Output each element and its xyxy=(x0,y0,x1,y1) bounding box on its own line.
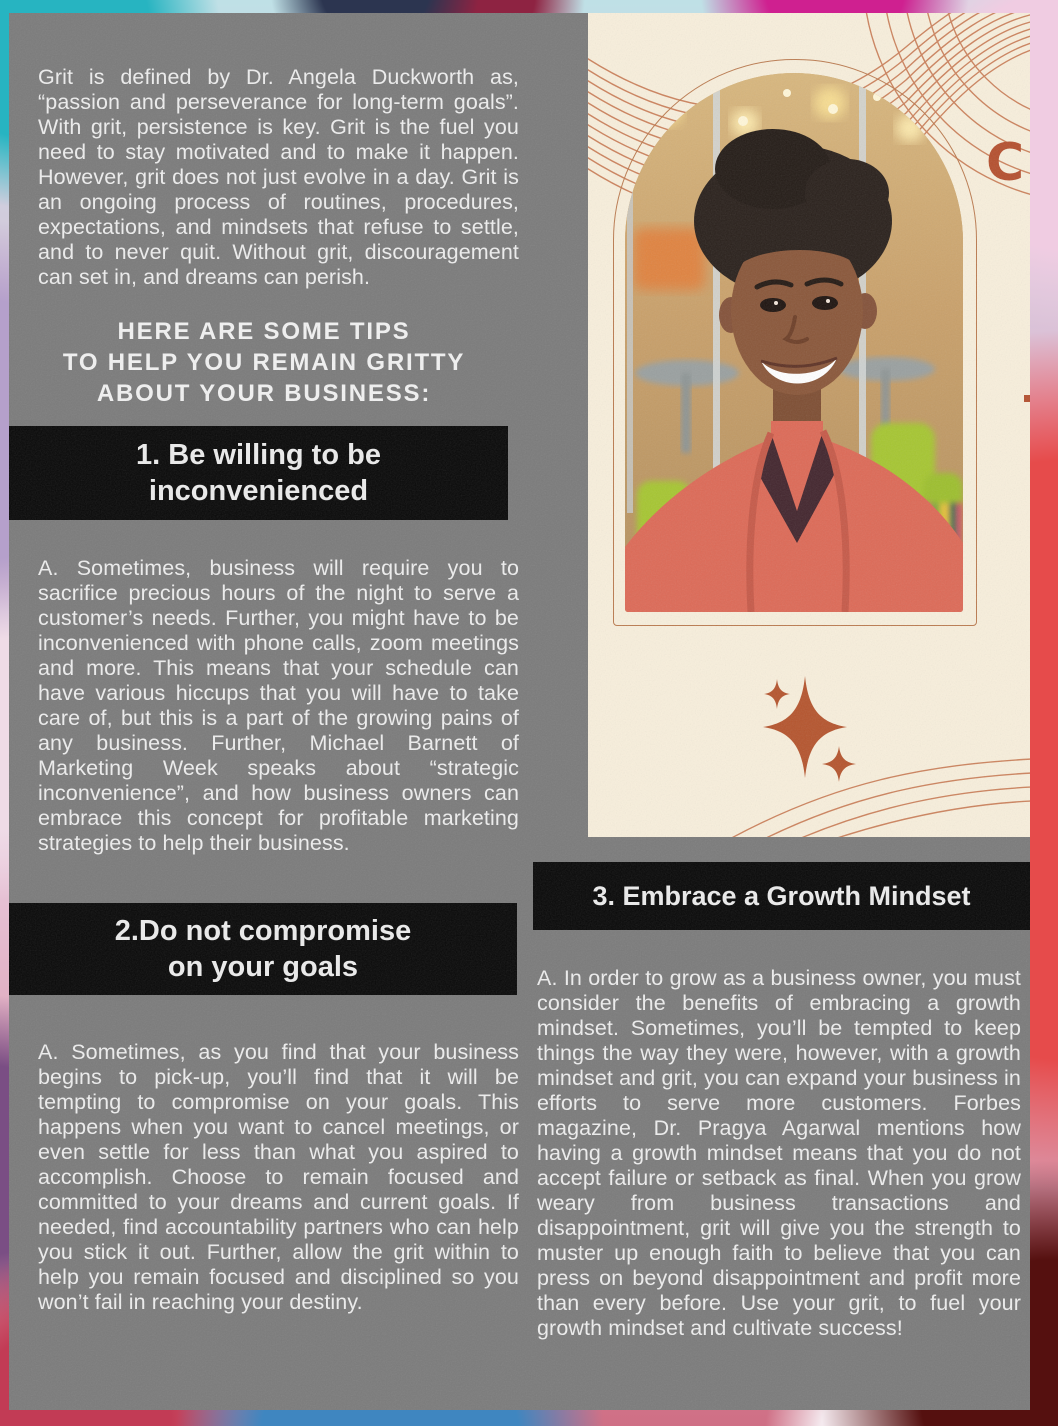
portrait-photo xyxy=(625,73,963,612)
section-3-title-banner xyxy=(533,862,1030,930)
contour-lines-bottom-decoration xyxy=(696,731,1030,837)
portrait-photo-illustration xyxy=(625,73,963,612)
intro-paragraph: Grit is defined by Dr. Angela Duckworth as, “passion and perseverance for long-term goals”. With grit, persistence is key. Grit is the fuel you need to stay motivated and to make it happen. However, grit does not just evolve in a day. Grit is an ongoing process of routines, procedures, expectations, and mindsets that refuse to settle, and to never quit. Without grit, discouragement can set in, and dreams can perish. xyxy=(38,64,519,289)
section-2-title-line: 2.Do not compromise xyxy=(114,915,412,947)
section-3-body: A. In order to grow as a business owner, you must consider the benefits of embracing a growth mindset. Sometimes, you’ll be tempted to keep things the way they were, however, with a growth mindset and grit, you can expand your business in efforts to serve more customers. Forbes magazine, Dr. Pragya Agarwal mentions how having a growth mindset means that you do not accept failure or setback as final. When you grow weary from business transactions and disappointment, grit will give you the strength to muster up enough faith to believe that you can press on beyond disappointment and profit more than every before. Use your grit, to fuel your growth mindset and cultivate success! xyxy=(537,965,1021,1340)
section-2-title-line: on your goals xyxy=(167,951,359,983)
section-2-title-banner xyxy=(9,903,517,995)
tips-heading xyxy=(9,316,519,409)
square-dot-decoration xyxy=(1024,395,1030,402)
tips-heading-line: HERE ARE SOME TIPS xyxy=(117,318,411,345)
section-2-body: A. Sometimes, as you find that your business begins to pick-up, you’ll find that it will be tempting to compromise on your goals. This happens when you want to cancel meetings, or even settle for less than what you aspired to accomplish. Choose to remain focused and committed to your dreams and current goals. If needed, find accountability partners who can help you stick it out. Further, allow the grit within to help you remain focused and disciplined so you won’t fail in reaching your destiny. xyxy=(38,1039,519,1314)
partial-letter-decoration: C xyxy=(986,133,1025,193)
section-1-title-banner xyxy=(9,426,508,520)
gray-textured-page xyxy=(9,13,1030,1410)
tips-heading-line: ABOUT YOUR BUSINESS: xyxy=(96,380,432,407)
section-1-body: A. Sometimes, business will require you to sacrifice precious hours of the night to serve a customer’s needs. Further, you might have to be inconvenienced with phone calls, zoom meetings and more. This means that your schedule can have various hiccups that you will have to take care of, but this is a part of the growing pains of any business. Further, Michael Barnett of Marketing Week speaks about “strategic inconvenience”, and how business owners can embrace this concept for profitable marketing strategies to help their business. xyxy=(38,555,519,855)
section-1-title-line: 1. Be willing to be xyxy=(136,439,381,471)
section-1-title-line: inconvenienced xyxy=(148,475,369,507)
tips-heading-line: TO HELP YOU REMAIN GRITTY xyxy=(62,349,466,376)
section-3-title-line: 3. Embrace a Growth Mindset xyxy=(592,881,971,911)
cream-photo-panel xyxy=(588,13,1030,837)
